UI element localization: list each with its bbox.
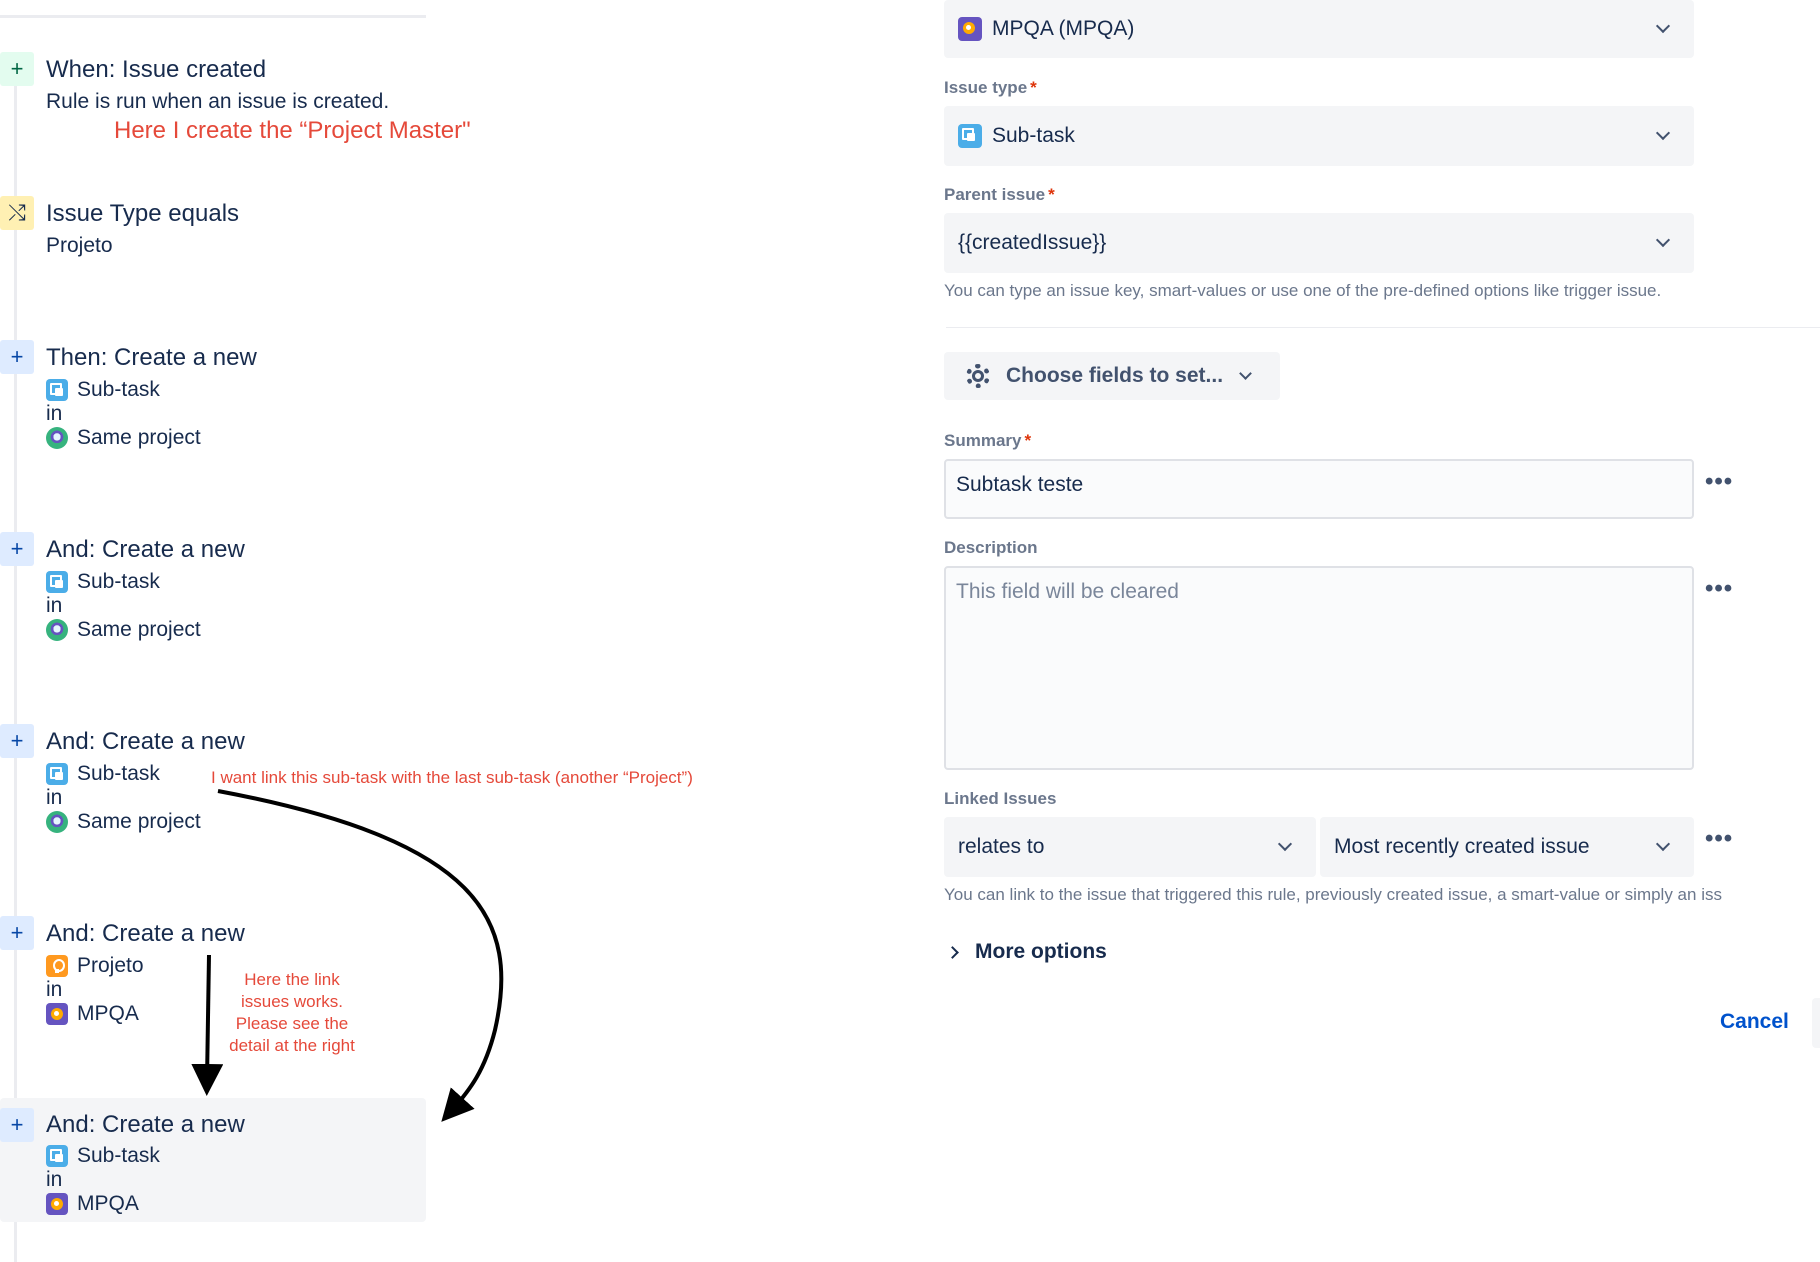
more-options-toggle[interactable] bbox=[948, 940, 1107, 964]
annotation-line: Please see the bbox=[235, 1014, 349, 1033]
chevron-right-icon bbox=[946, 946, 959, 959]
choose-fields-button[interactable] bbox=[944, 352, 1280, 400]
step-title: And: Create a new bbox=[46, 1111, 245, 1138]
branch-icon: ⤭ bbox=[0, 196, 34, 230]
description-placeholder: This field will be cleared bbox=[956, 580, 1179, 603]
step-title: And: Create a new bbox=[46, 920, 245, 947]
parent-issue-label bbox=[944, 185, 1055, 205]
add-icon[interactable]: + bbox=[0, 916, 34, 950]
step-description: Rule is run when an issue is created. bbox=[46, 90, 390, 113]
annotation-line: detail at the right bbox=[229, 1036, 355, 1055]
cancel-button[interactable]: Cancel bbox=[1720, 1010, 1789, 1033]
issue-type-label: Sub-task bbox=[77, 1144, 160, 1167]
project-label: MPQA bbox=[77, 1192, 139, 1215]
annotation-link-request: I want link this sub-task with the last sub-task (another “Project”) bbox=[211, 768, 693, 787]
add-icon[interactable]: + bbox=[0, 532, 34, 566]
mpqa-project-icon bbox=[958, 17, 982, 41]
issue-type-label: Projeto bbox=[77, 954, 144, 977]
summary-input[interactable] bbox=[944, 459, 1694, 519]
section-divider bbox=[946, 327, 1820, 328]
step-in-label: in bbox=[46, 978, 63, 1001]
add-icon[interactable]: + bbox=[0, 724, 34, 758]
choose-fields-label: Choose fields to set... bbox=[1006, 364, 1224, 387]
issue-type-label: Sub-task bbox=[77, 762, 160, 785]
project-label: Same project bbox=[77, 810, 201, 833]
summary-value: Subtask teste bbox=[956, 473, 1084, 496]
link-arrow-straight bbox=[207, 955, 209, 1080]
label-text: Linked Issues bbox=[944, 789, 1057, 808]
description-textarea[interactable] bbox=[944, 566, 1694, 770]
step-in-label: in bbox=[46, 786, 63, 809]
link-arrow-curved bbox=[218, 791, 501, 1110]
annotation-line: issues works. bbox=[240, 992, 344, 1011]
chevron-down-icon bbox=[1278, 837, 1292, 851]
save-button-edge[interactable] bbox=[1812, 998, 1820, 1048]
gear-icon bbox=[964, 362, 992, 390]
issue-type-label: Sub-task bbox=[77, 378, 160, 401]
summary-more-icon[interactable]: ••• bbox=[1705, 468, 1734, 495]
chevron-down-icon bbox=[1656, 19, 1670, 33]
summary-label bbox=[944, 431, 1031, 451]
description-label bbox=[944, 538, 1038, 558]
project-label: Same project bbox=[77, 426, 201, 449]
parent-issue-value: {{createdIssue}} bbox=[958, 231, 1107, 254]
link-type-value: relates to bbox=[958, 835, 1045, 858]
step-in-label: in bbox=[46, 1168, 63, 1191]
issue-type-select[interactable] bbox=[944, 106, 1694, 166]
step-title: Issue Type equals bbox=[46, 200, 240, 227]
linked-issue-target-value: Most recently created issue bbox=[1334, 835, 1590, 858]
required-asterisk: * bbox=[1048, 185, 1055, 204]
required-asterisk: * bbox=[1030, 78, 1037, 97]
step-description: Projeto bbox=[46, 234, 113, 257]
linked-issues-help: You can link to the issue that triggered this rule, previously created issue, a smart-value or simply an iss bbox=[944, 885, 1722, 904]
label-text: Summary bbox=[944, 431, 1022, 450]
label-text: Description bbox=[944, 538, 1038, 557]
linked-issues-more-icon[interactable]: ••• bbox=[1705, 825, 1734, 852]
add-icon[interactable]: + bbox=[0, 1108, 34, 1142]
issue-type-label bbox=[944, 78, 1037, 98]
chevron-down-icon bbox=[1656, 837, 1670, 851]
label-text: Issue type bbox=[944, 78, 1028, 97]
label-text: Parent issue bbox=[944, 185, 1046, 204]
annotation-project-master: Here I create the “Project Master" bbox=[114, 117, 471, 144]
project-select-value: MPQA (MPQA) bbox=[992, 17, 1135, 40]
add-icon[interactable]: + bbox=[0, 52, 34, 86]
project-select[interactable] bbox=[944, 0, 1694, 58]
step-title: Then: Create a new bbox=[46, 344, 257, 371]
step-in-label: in bbox=[46, 402, 63, 425]
more-options-label: More options bbox=[975, 940, 1107, 963]
step-in-label: in bbox=[46, 594, 63, 617]
annotation-line: Here the link bbox=[244, 970, 340, 989]
required-asterisk: * bbox=[1024, 431, 1032, 450]
project-label: Same project bbox=[77, 618, 201, 641]
step-title: And: Create a new bbox=[46, 536, 245, 563]
chevron-down-icon bbox=[1239, 367, 1252, 380]
chevron-down-icon bbox=[1656, 233, 1670, 247]
link-type-select[interactable] bbox=[944, 817, 1316, 877]
subtask-icon bbox=[958, 124, 982, 148]
add-icon[interactable]: + bbox=[0, 340, 34, 374]
step-title: When: Issue created bbox=[46, 56, 267, 83]
parent-issue-help: You can type an issue key, smart-values or use one of the pre-defined options like trigger issue. bbox=[944, 281, 1662, 300]
project-label: MPQA bbox=[77, 1002, 139, 1025]
description-more-icon[interactable]: ••• bbox=[1705, 575, 1734, 602]
linked-issue-target-select[interactable] bbox=[1320, 817, 1694, 877]
linked-issues-label bbox=[944, 789, 1056, 809]
parent-issue-select[interactable] bbox=[944, 213, 1694, 273]
step-title: And: Create a new bbox=[46, 728, 245, 755]
chevron-down-icon bbox=[1656, 126, 1670, 140]
issue-type-value: Sub-task bbox=[992, 124, 1075, 147]
issue-type-label: Sub-task bbox=[77, 570, 160, 593]
